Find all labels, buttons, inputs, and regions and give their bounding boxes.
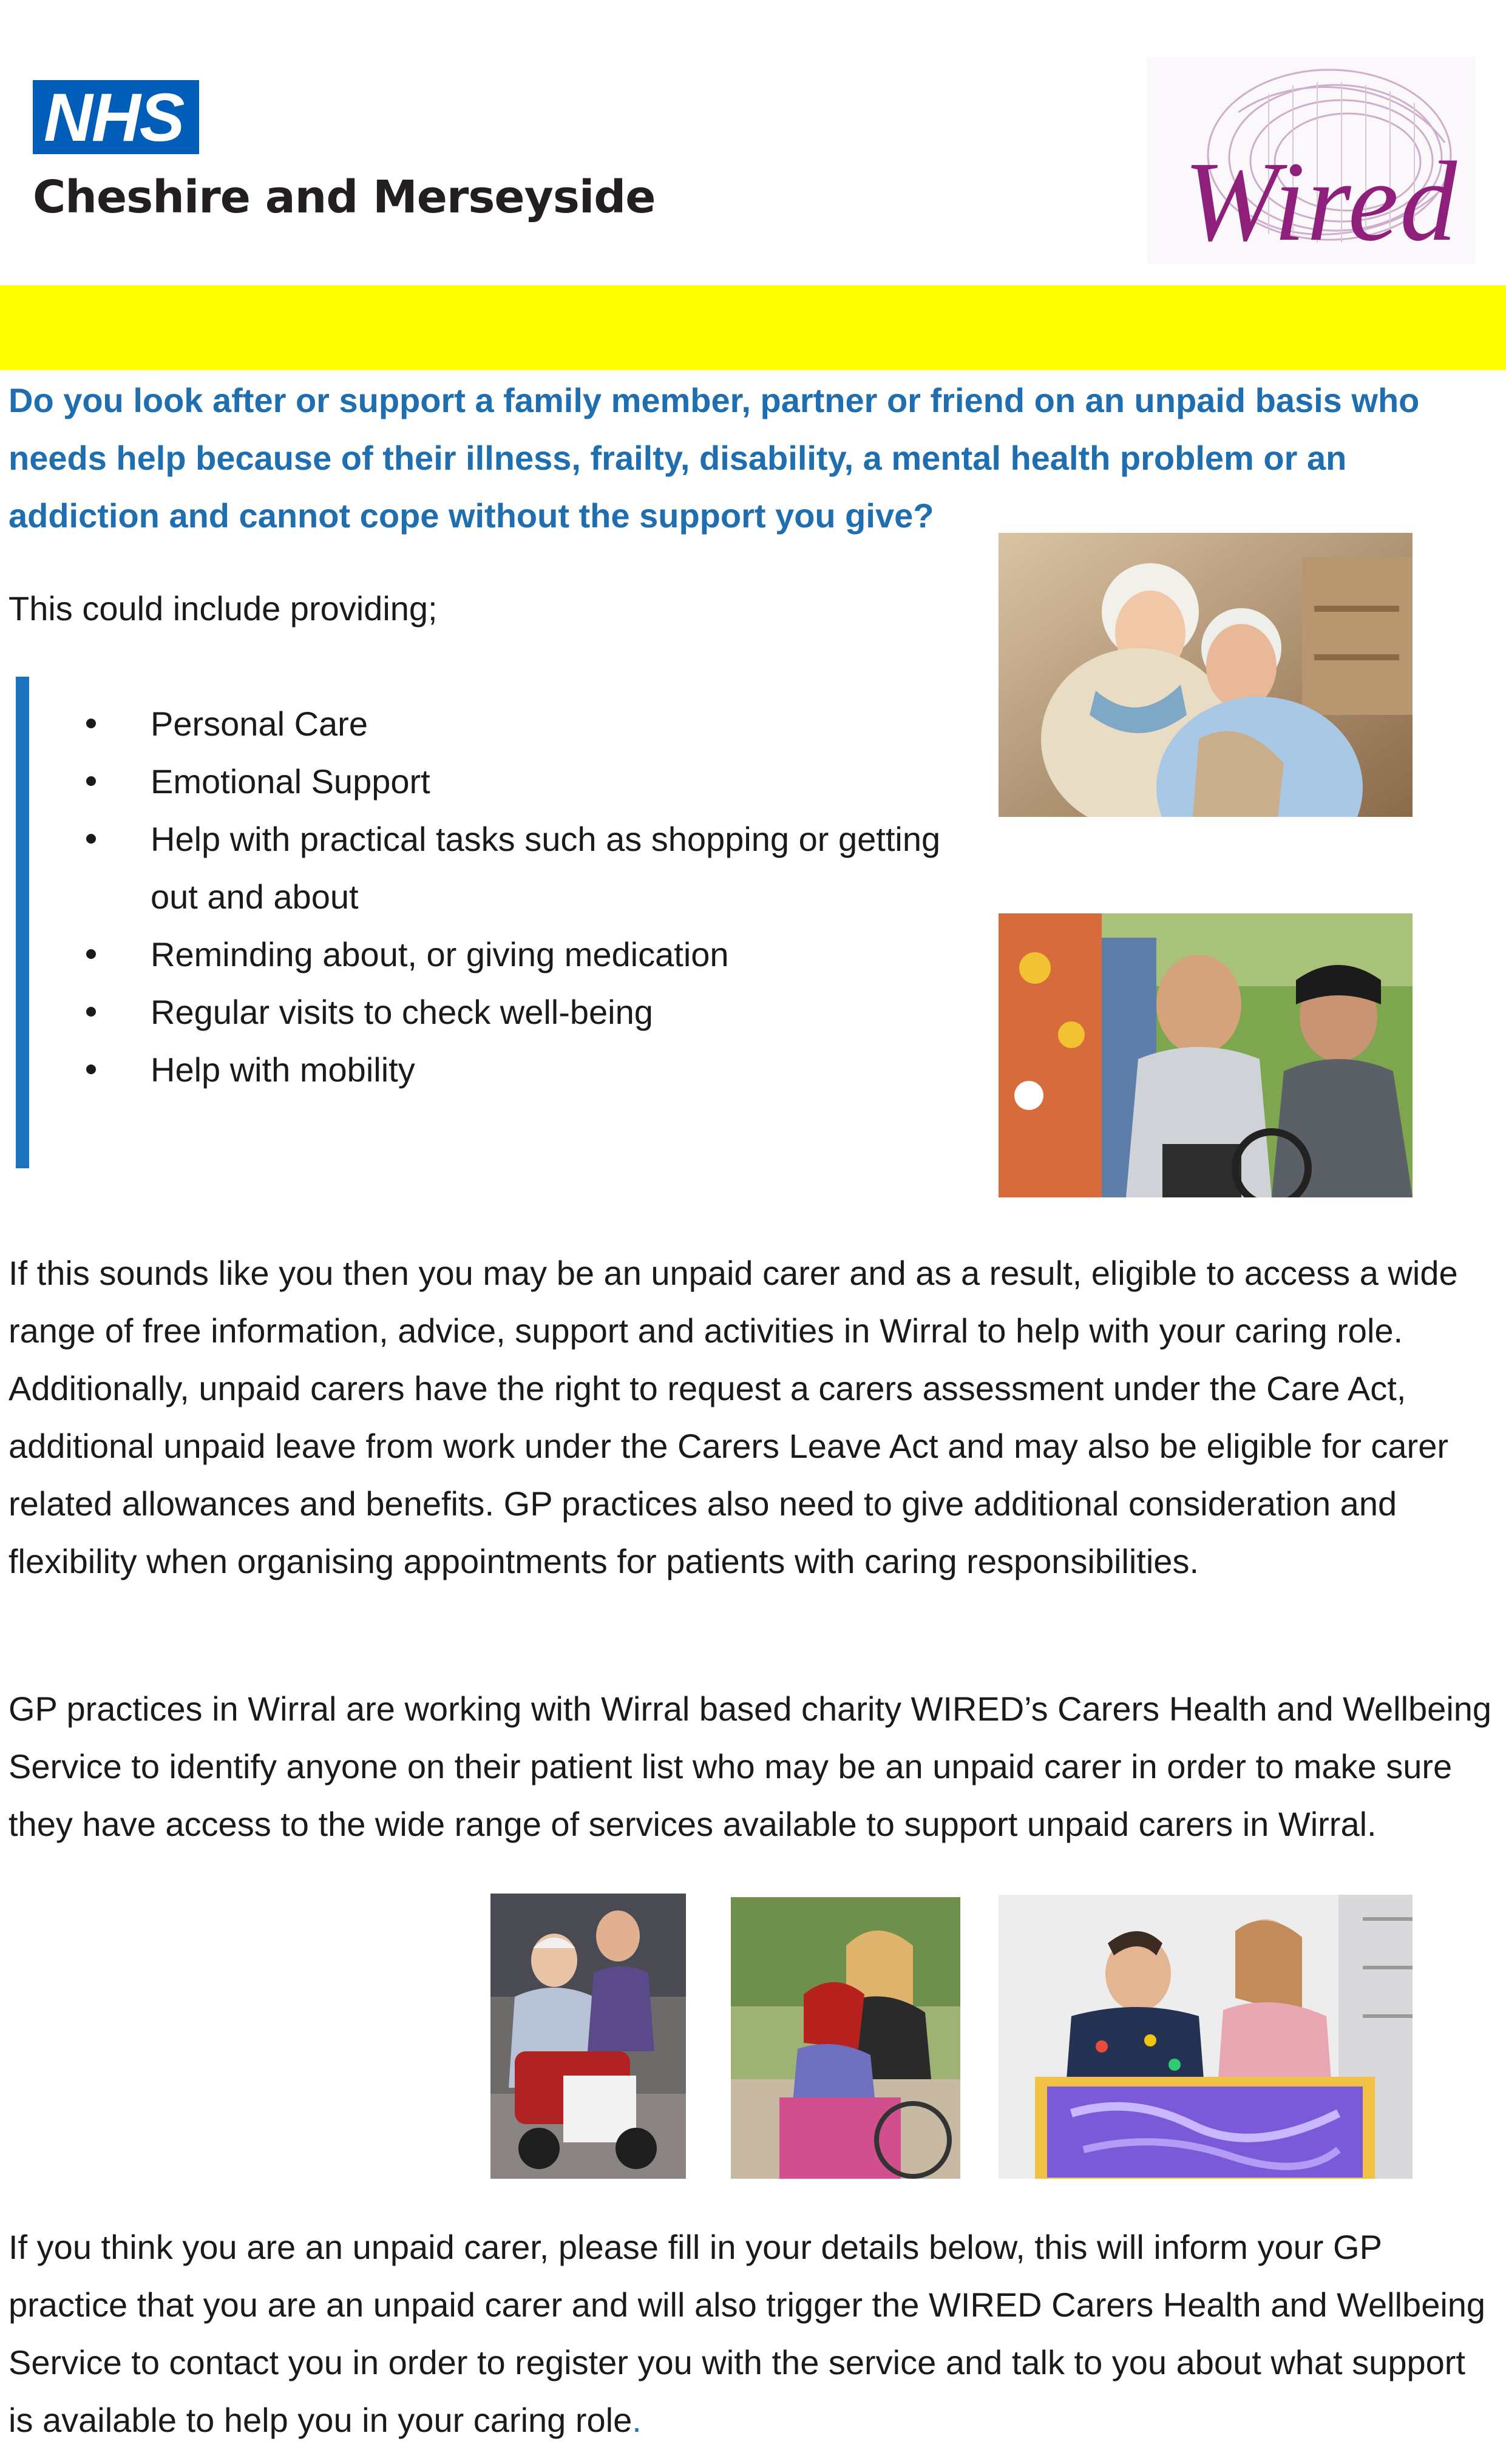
wired-logo-text: Wired bbox=[1184, 138, 1459, 265]
bullet-icon bbox=[86, 949, 96, 959]
photo-family-wheelchair bbox=[999, 913, 1413, 1197]
eligibility-paragraph: If this sounds like you then you may be an unpaid carer and as a result, eligible to access a wide range of free information, advice, support and activities in Wirral to help with your caring role. Additionally, unpaid carers have the right to request a carers assessment under the Care Act, additional unpaid leave from work under the Carers Leave Act and may also be eligible for carer related allowances and benefits. GP practices also need to give additional consideration and flexibility when organising appointments for patients with caring responsibilities. bbox=[8, 1254, 1458, 1580]
list-item-text: Help with practical tasks such as shopping or getting out and about bbox=[151, 820, 941, 916]
list-item bbox=[67, 1041, 983, 1098]
list-item bbox=[67, 983, 983, 1041]
bullet-icon bbox=[86, 834, 96, 844]
list-item bbox=[67, 810, 983, 926]
photo-elderly-couple bbox=[999, 533, 1413, 817]
list-item-text: Regular visits to check well-being bbox=[151, 993, 653, 1031]
list-item-text: Emotional Support bbox=[151, 762, 430, 800]
list-item bbox=[67, 753, 983, 810]
list-item-text: Personal Care bbox=[151, 705, 368, 743]
bullet-icon bbox=[86, 1007, 96, 1017]
partnership-paragraph: GP practices in Wirral are working with Wirral based charity WIRED’s Carers Health and Wellbeing Service to identify anyone on their patient list who may be an unpaid carer in order to make sure they have access to the wide range of services available to support unpaid carers in Wirral. bbox=[8, 1690, 1492, 1843]
nhs-logo-mark: NHS bbox=[33, 80, 199, 154]
intro-text: This could include providing; bbox=[8, 589, 438, 628]
nhs-logo-region: Cheshire and Merseyside bbox=[33, 171, 656, 223]
list-item-text: Reminding about, or giving medication bbox=[151, 935, 729, 973]
bullet-icon bbox=[86, 1064, 96, 1074]
call-to-action-text: If you think you are an unpaid carer, please fill in your details below, this will inform your GP practice that you are an unpaid carer and will also trigger the WIRED Carers Health and Wellbeing Service to contact you in order to register you with the service and talk to you about what support is available to help you in your caring role bbox=[8, 2228, 1486, 2439]
support-list bbox=[67, 695, 983, 1098]
list-item-text: Help with mobility bbox=[151, 1051, 415, 1089]
photo-mobility-scooter bbox=[490, 1894, 686, 2179]
list-item bbox=[67, 926, 983, 983]
photo-sensory-table bbox=[999, 1895, 1413, 2179]
photo-girls-phone bbox=[731, 1897, 960, 2179]
bullet-icon bbox=[86, 719, 96, 728]
lead-question: Do you look after or support a family member, partner or friend on an unpaid basis who needs help because of their illness, frailty, disability, a mental health problem or an addiction and cannot cope without the support you give? bbox=[8, 381, 1420, 535]
wired-logo bbox=[1147, 58, 1475, 264]
nhs-logo bbox=[33, 80, 656, 226]
bullet-icon bbox=[86, 776, 96, 786]
call-to-action-paragraph bbox=[8, 2218, 1496, 2449]
yellow-banner bbox=[0, 285, 1506, 370]
list-item bbox=[67, 695, 983, 753]
call-to-action-end: . bbox=[632, 2401, 642, 2439]
quote-accent-bar bbox=[16, 677, 29, 1168]
